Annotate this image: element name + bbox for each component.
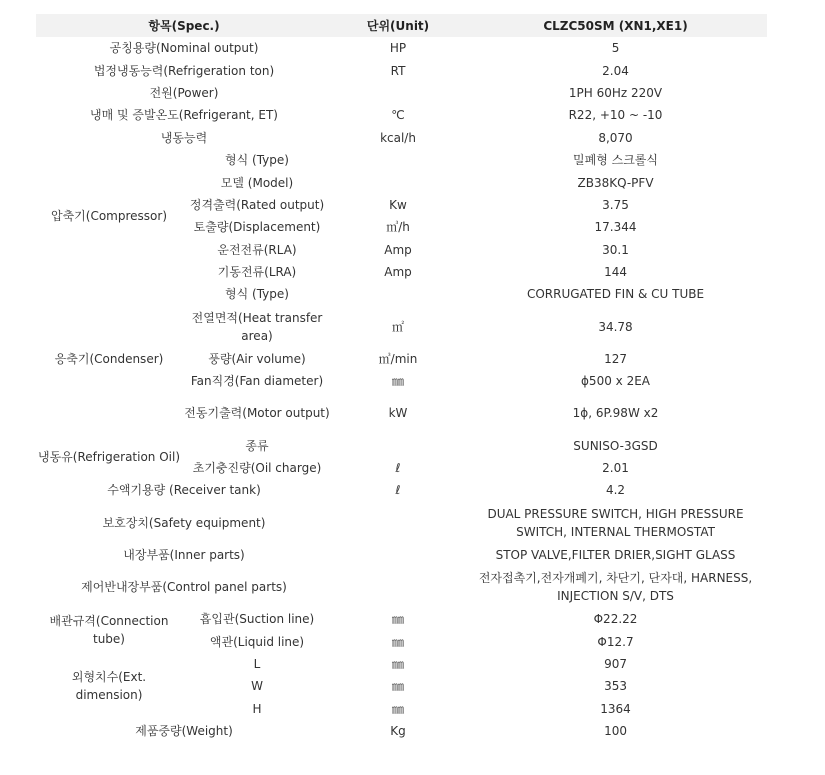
header-model: CLZC50SM (XN1,XE1) [464,14,767,37]
group-label-compressor: 압축기(Compressor) [51,209,167,224]
row-value: Φ12.7 [597,634,634,649]
row-value: 30.1 [602,242,629,257]
row-unit: ㎜ [392,701,405,716]
row-label: 전열면적(Heat transfer area) [191,310,323,343]
row-unit: ℓ [395,483,401,498]
row-unit [332,171,464,193]
header-unit: 단위(Unit) [332,14,464,37]
row-value: 1PH 60Hz 220V [568,85,663,100]
table-row [36,283,767,305]
table-row [36,653,767,675]
row-unit: RT [390,63,406,78]
row-unit [332,283,464,305]
row-label: 정격출력(Rated output) [189,197,325,212]
table-row [36,566,767,608]
row-value: ZB38KQ-PFV [577,175,654,190]
row-label: 냉동능력 [160,130,208,145]
row-unit: ㎜ [392,679,405,694]
row-label: 법정냉동능력(Refrigeration ton) [93,63,275,78]
row-value: ϕ500 x 2EA [581,374,650,389]
row-unit [332,149,464,171]
group-label-connection: 배관규격(Connection tube) [49,614,169,647]
row-label: 형식 (Type) [225,287,289,302]
row-label: 제어반내장부품(Control panel parts) [81,580,287,595]
row-unit: kW [388,406,408,421]
row-value: 907 [604,657,627,671]
group-label-dimension: 외형치수(Ext. dimension) [71,670,147,703]
row-unit: ㎜ [392,634,405,649]
header-row [36,14,767,37]
row-label: 보호장치(Safety equipment) [102,515,266,530]
row-label: 운전전류(RLA) [217,242,297,257]
row-value: STOP VALVE,FILTER DRIER,SIGHT GLASS [495,547,736,562]
row-value: Φ22.22 [593,612,638,627]
row-unit: ℃ [391,108,405,123]
row-value: 8,070 [598,130,633,145]
row-value: SUNISO-3GSD [573,438,658,453]
row-label: 토출량(Displacement) [193,220,321,235]
row-unit [332,82,464,104]
row-unit [332,566,464,608]
table-row [36,104,767,126]
row-label: 내장부품(Inner parts) [123,547,245,562]
row-unit: ㎜ [392,657,405,671]
table-row [36,82,767,104]
row-value: 2.01 [602,461,629,476]
row-unit: Kg [390,724,406,739]
row-unit: ㎜ [392,374,405,389]
row-unit: ㎡ [392,319,405,334]
row-label: 초기충진량(Oil charge) [192,461,322,476]
table-row [36,434,767,456]
row-value: CORRUGATED FIN & CU TUBE [526,287,705,302]
row-unit [332,434,464,456]
row-value: R22, +10 ~ -10 [568,108,663,123]
row-label: 모델 (Model) [220,175,294,190]
row-value: 34.78 [598,319,633,334]
row-value: 1364 [600,701,631,716]
row-label: 액관(Liquid line) [209,634,305,649]
table-row [36,608,767,630]
row-unit [332,502,464,544]
row-unit [332,544,464,566]
row-value: 17.344 [594,220,637,235]
row-unit: HP [389,41,407,56]
row-value: 밀폐형 스크롤식 [573,153,658,168]
row-unit: Amp [384,265,412,280]
row-value: 3.75 [602,197,629,212]
row-value: 전자접촉기,전자개폐기, 차단기, 단자대, HARNESS, INJECTION S/V, DTS [478,571,753,604]
row-value: 100 [604,724,627,739]
table-row [36,37,767,59]
row-unit: ㎜ [392,612,405,627]
row-label: 기동전류(LRA) [217,265,297,280]
row-unit: ㎥/min [378,351,418,366]
row-label: 종류 [245,438,269,453]
row-unit: ℓ [395,461,401,476]
row-value: 144 [604,265,627,280]
row-unit: Kw [389,197,407,212]
row-label: H [252,701,262,716]
row-value: 4.2 [605,483,626,498]
row-label: 공칭용량(Nominal output) [109,41,259,56]
row-value: 2.04 [602,63,629,78]
table-row [36,544,767,566]
row-label: L [253,657,261,671]
row-value: DUAL PRESSURE SWITCH, HIGH PRESSURE SWITCH, INTERNAL THERMOSTAT [487,506,744,539]
row-value: 127 [604,351,627,366]
row-unit: kcal/h [380,130,416,145]
group-label-condenser: 응축기(Condenser) [54,351,164,366]
row-label: 전원(Power) [149,85,219,100]
group-label-oil: 냉동유(Refrigeration Oil) [38,449,181,464]
header-item: 항목(Spec.) [36,14,332,37]
row-label: 냉매 및 증발온도(Refrigerant, ET) [90,108,278,123]
spec-table-container [36,14,767,742]
row-unit: Amp [384,242,412,257]
row-label: Fan직경(Fan diameter) [190,374,324,389]
spec-table [36,14,767,742]
row-label: 제품중량(Weight) [135,724,233,739]
table-row [36,149,767,171]
row-label: 풍량(Air volume) [208,351,306,366]
table-row [36,720,767,742]
table-row [36,479,767,501]
table-row [36,127,767,149]
table-row [36,502,767,544]
row-label: 수액기용량 (Receiver tank) [107,483,261,498]
row-value: 353 [604,679,627,694]
row-value: 1ϕ, 6P.98W x2 [572,406,659,421]
row-label: 형식 (Type) [225,153,289,168]
row-label: W [251,679,263,694]
row-label: 전동기출력(Motor output) [184,406,330,421]
row-unit: ㎥/h [386,220,410,235]
table-row [36,59,767,81]
row-label: 흡입관(Suction line) [199,612,315,627]
row-value: 5 [611,41,620,56]
